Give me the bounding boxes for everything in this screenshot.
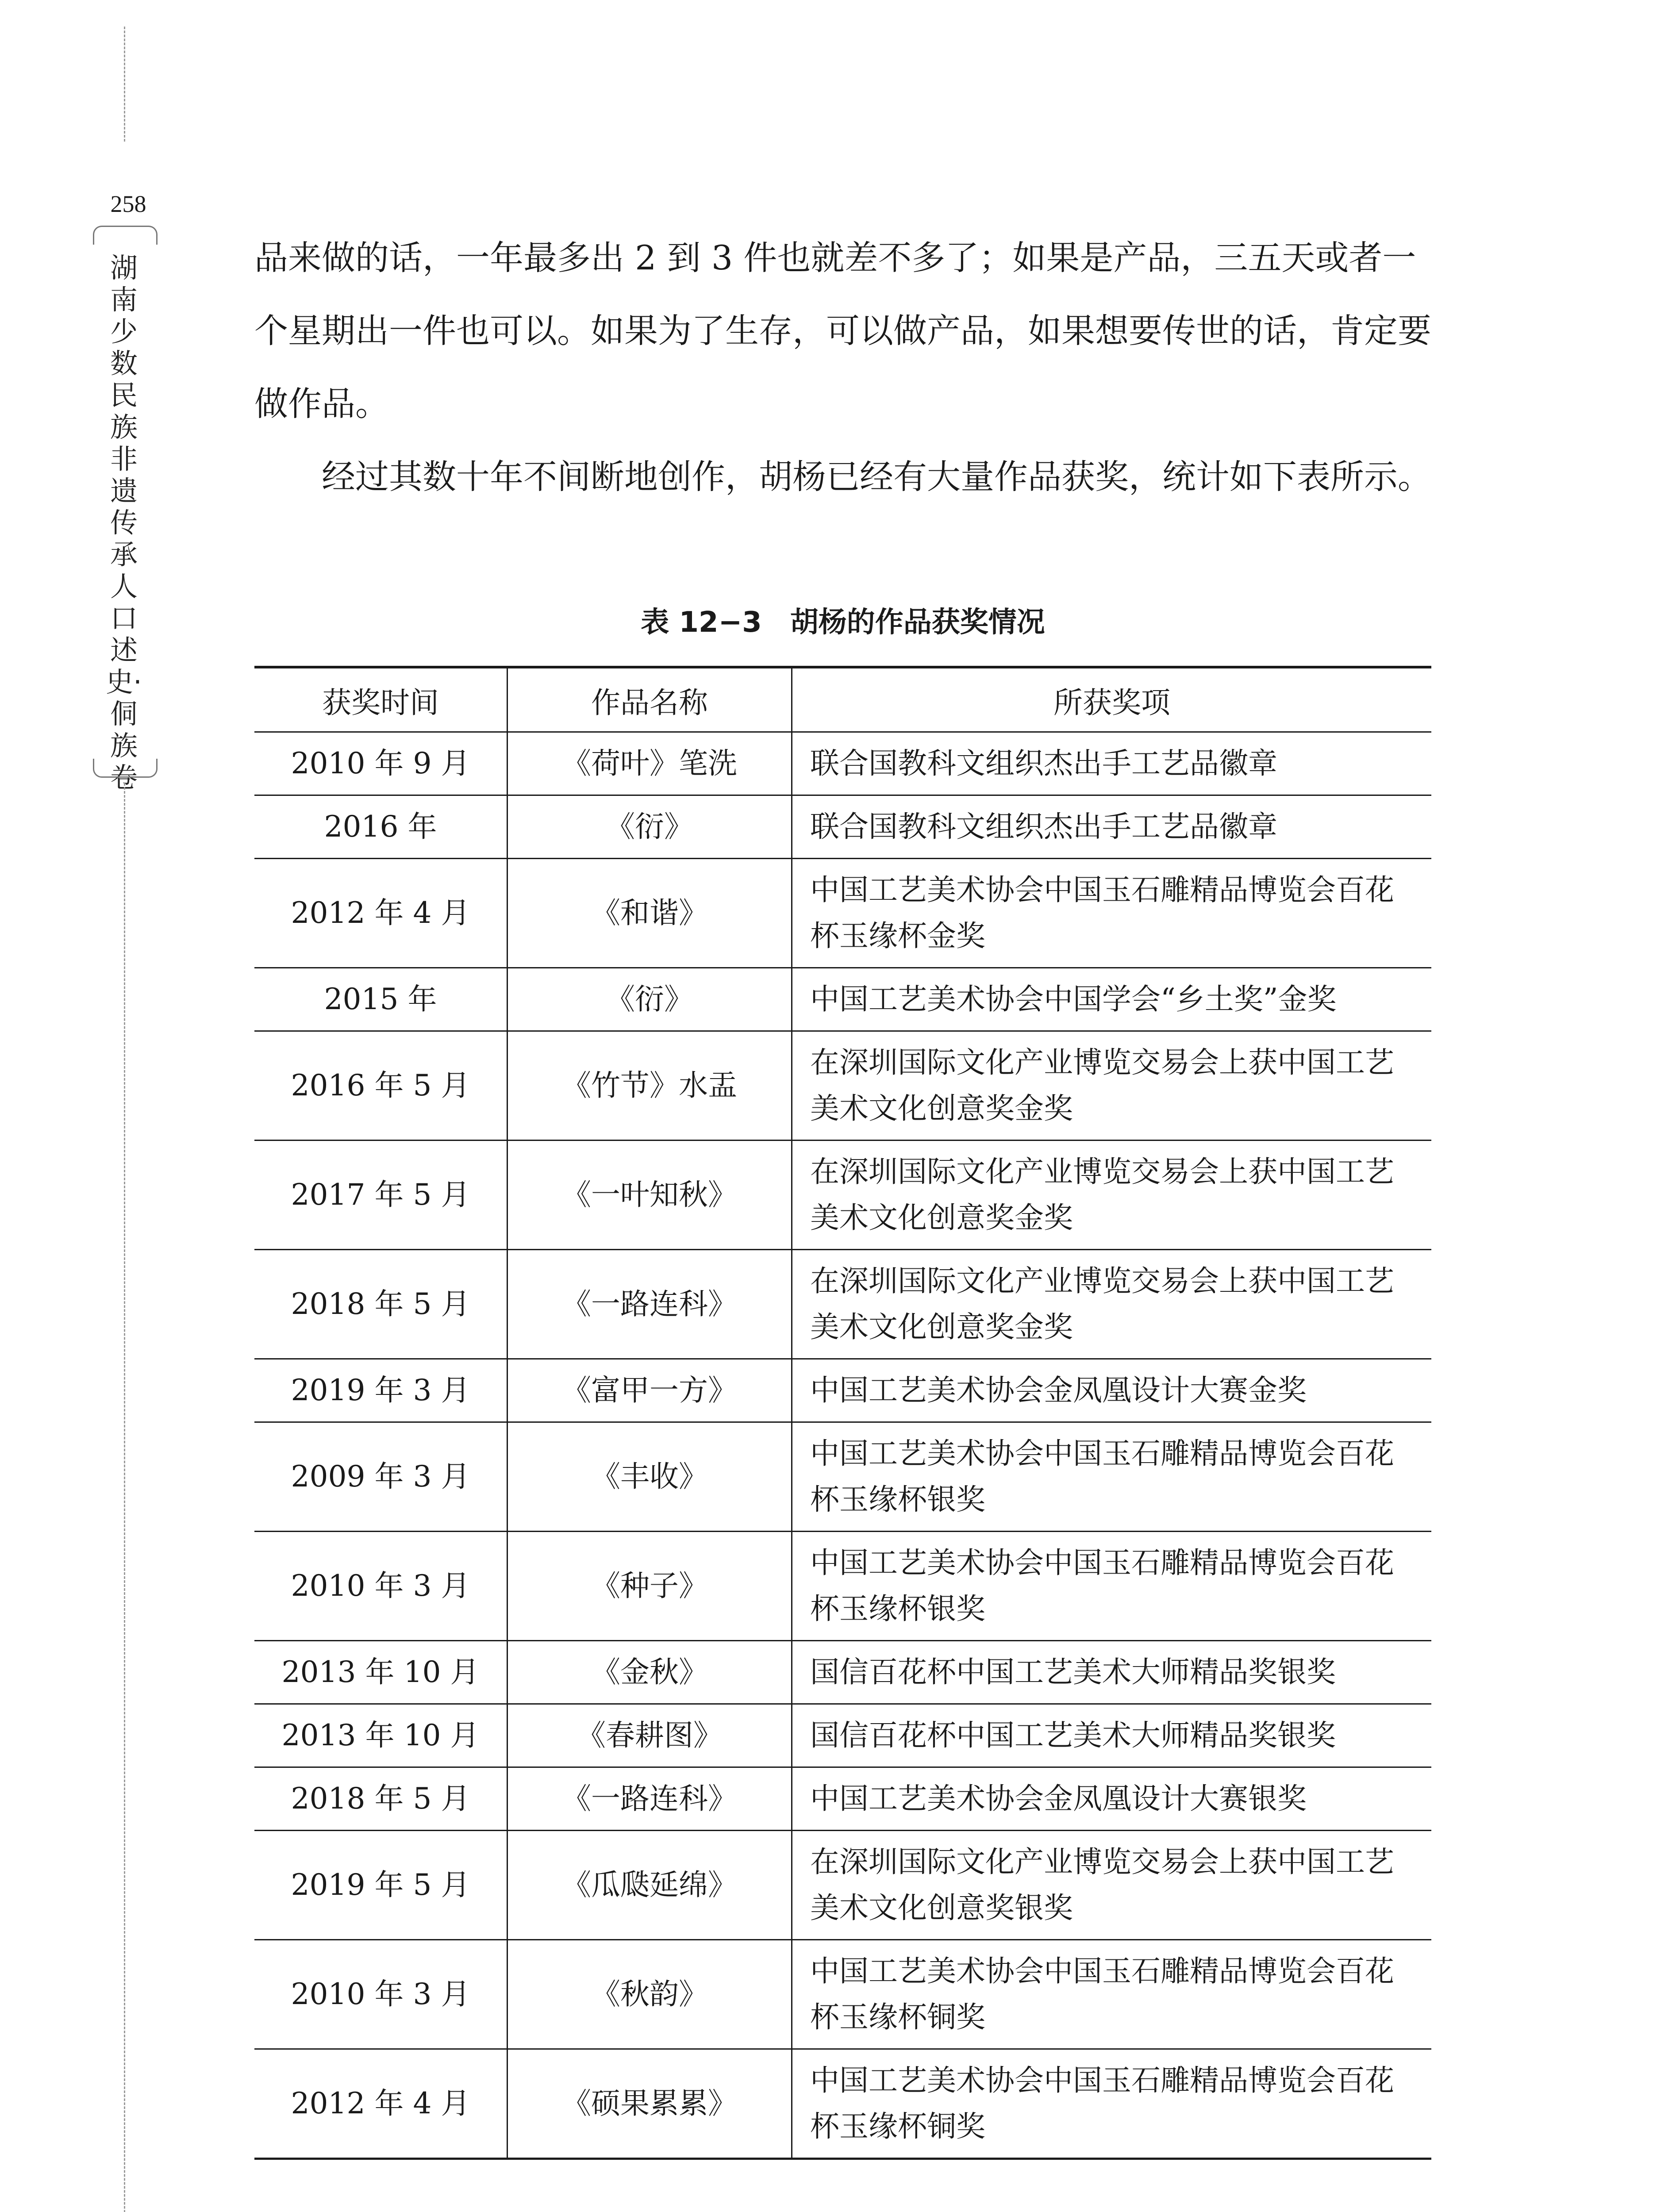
cell-work-title: 《金秋》 xyxy=(507,1641,792,1704)
margin-dashed-rule-top xyxy=(124,27,125,142)
table-row xyxy=(254,1831,1431,1940)
table-header-row xyxy=(254,667,1431,732)
margin-dashed-rule-bottom xyxy=(124,783,125,2212)
table-caption: 表 12−3 胡杨的作品获奖情况 xyxy=(641,606,1045,639)
table-row xyxy=(254,1141,1431,1250)
bracket-bottom-ornament xyxy=(93,759,158,778)
cell-work-title: 《和谐》 xyxy=(507,859,792,968)
cell-award-name: 中国工艺美术协会中国玉石雕精品博览会百花杯玉缘杯铜奖 xyxy=(792,1940,1432,2049)
cell-work-title: 《竹节》水盂 xyxy=(507,1031,792,1141)
bracket-top-ornament xyxy=(93,226,158,245)
cell-award-name: 中国工艺美术协会中国玉石雕精品博览会百花杯玉缘杯金奖 xyxy=(792,859,1432,968)
cell-award-name: 国信百花杯中国工艺美术大师精品奖银奖 xyxy=(792,1704,1432,1767)
cell-award-name: 在深圳国际文化产业博览交易会上获中国工艺美术文化创意奖银奖 xyxy=(792,1831,1432,1940)
cell-award-date: 2015 年 xyxy=(254,968,507,1031)
cell-award-name: 中国工艺美术协会金凤凰设计大赛银奖 xyxy=(792,1767,1432,1831)
cell-award-name: 在深圳国际文化产业博览交易会上获中国工艺美术文化创意奖金奖 xyxy=(792,1250,1432,1359)
cell-award-name: 中国工艺美术协会中国学会“乡土奖”金奖 xyxy=(792,968,1432,1031)
table-row xyxy=(254,732,1431,795)
cell-work-title: 《一路连科》 xyxy=(507,1250,792,1359)
table-row xyxy=(254,859,1431,968)
cell-award-date: 2018 年 5 月 xyxy=(254,1250,507,1359)
cell-award-date: 2016 年 5 月 xyxy=(254,1031,507,1141)
cell-award-date: 2016 年 xyxy=(254,795,507,859)
cell-award-name: 中国工艺美术协会中国玉石雕精品博览会百花杯玉缘杯银奖 xyxy=(792,1422,1432,1532)
cell-work-title: 《硕果累累》 xyxy=(507,2049,792,2159)
cell-award-date: 2013 年 10 月 xyxy=(254,1641,507,1704)
cell-award-date: 2012 年 4 月 xyxy=(254,859,507,968)
paragraph-continued: 品来做的话，一年最多出 2 到 3 件也就差不多了；如果是产品，三五天或者一个星期出一件也可以。如果为了生存，可以做产品，如果想要传世的话，肯定要做作品。 xyxy=(254,238,1431,423)
table-row xyxy=(254,795,1431,859)
table-row xyxy=(254,968,1431,1031)
cell-award-name: 联合国教科文组织杰出手工艺品徽章 xyxy=(792,795,1432,859)
cell-award-date: 2009 年 3 月 xyxy=(254,1422,507,1532)
cell-work-title: 《衍》 xyxy=(507,795,792,859)
cell-award-name: 中国工艺美术协会中国玉石雕精品博览会百花杯玉缘杯银奖 xyxy=(792,1532,1432,1641)
column-header-work: 作品名称 xyxy=(507,667,792,732)
cell-award-date: 2010 年 3 月 xyxy=(254,1532,507,1641)
cell-work-title: 《一路连科》 xyxy=(507,1767,792,1831)
cell-work-title: 《秋韵》 xyxy=(507,1940,792,2049)
cell-work-title: 《衍》 xyxy=(507,968,792,1031)
body-text xyxy=(254,221,1431,513)
cell-award-name: 在深圳国际文化产业博览交易会上获中国工艺美术文化创意奖金奖 xyxy=(792,1031,1432,1141)
column-header-award: 所获奖项 xyxy=(792,667,1432,732)
table-row xyxy=(254,1250,1431,1359)
table-row xyxy=(254,1641,1431,1704)
cell-work-title: 《荷叶》笔洗 xyxy=(507,732,792,795)
table-row xyxy=(254,1359,1431,1422)
cell-award-date: 2018 年 5 月 xyxy=(254,1767,507,1831)
cell-award-date: 2017 年 5 月 xyxy=(254,1141,507,1250)
cell-award-date: 2012 年 4 月 xyxy=(254,2049,507,2159)
paragraph-intro-table: 经过其数十年不间断地创作，胡杨已经有大量作品获奖，统计如下表所示。 xyxy=(322,457,1431,496)
awards-table xyxy=(254,666,1431,2160)
cell-award-name: 国信百花杯中国工艺美术大师精品奖银奖 xyxy=(792,1641,1432,1704)
table-row xyxy=(254,2049,1431,2159)
table-row xyxy=(254,1422,1431,1532)
cell-work-title: 《富甲一方》 xyxy=(507,1359,792,1422)
page-number: 258 xyxy=(110,191,146,217)
cell-award-name: 中国工艺美术协会金凤凰设计大赛金奖 xyxy=(792,1359,1432,1422)
cell-award-date: 2019 年 5 月 xyxy=(254,1831,507,1940)
table-row xyxy=(254,1767,1431,1831)
cell-award-name: 联合国教科文组织杰出手工艺品徽章 xyxy=(792,732,1432,795)
column-header-date: 获奖时间 xyxy=(254,667,507,732)
table-row xyxy=(254,1940,1431,2049)
cell-work-title: 《丰收》 xyxy=(507,1422,792,1532)
table-row xyxy=(254,1704,1431,1767)
cell-award-name: 中国工艺美术协会中国玉石雕精品博览会百花杯玉缘杯铜奖 xyxy=(792,2049,1432,2159)
cell-award-date: 2010 年 9 月 xyxy=(254,732,507,795)
cell-work-title: 《春耕图》 xyxy=(507,1704,792,1767)
cell-work-title: 《瓜瓞延绵》 xyxy=(507,1831,792,1940)
cell-award-name: 在深圳国际文化产业博览交易会上获中国工艺美术文化创意奖金奖 xyxy=(792,1141,1432,1250)
cell-award-date: 2010 年 3 月 xyxy=(254,1940,507,2049)
cell-work-title: 《种子》 xyxy=(507,1532,792,1641)
table-row xyxy=(254,1532,1431,1641)
table-row xyxy=(254,1031,1431,1141)
series-title: 湖南少数民族非遗传承人口述史·侗族卷 xyxy=(106,252,142,794)
cell-award-date: 2013 年 10 月 xyxy=(254,1704,507,1767)
cell-work-title: 《一叶知秋》 xyxy=(507,1141,792,1250)
cell-award-date: 2019 年 3 月 xyxy=(254,1359,507,1422)
